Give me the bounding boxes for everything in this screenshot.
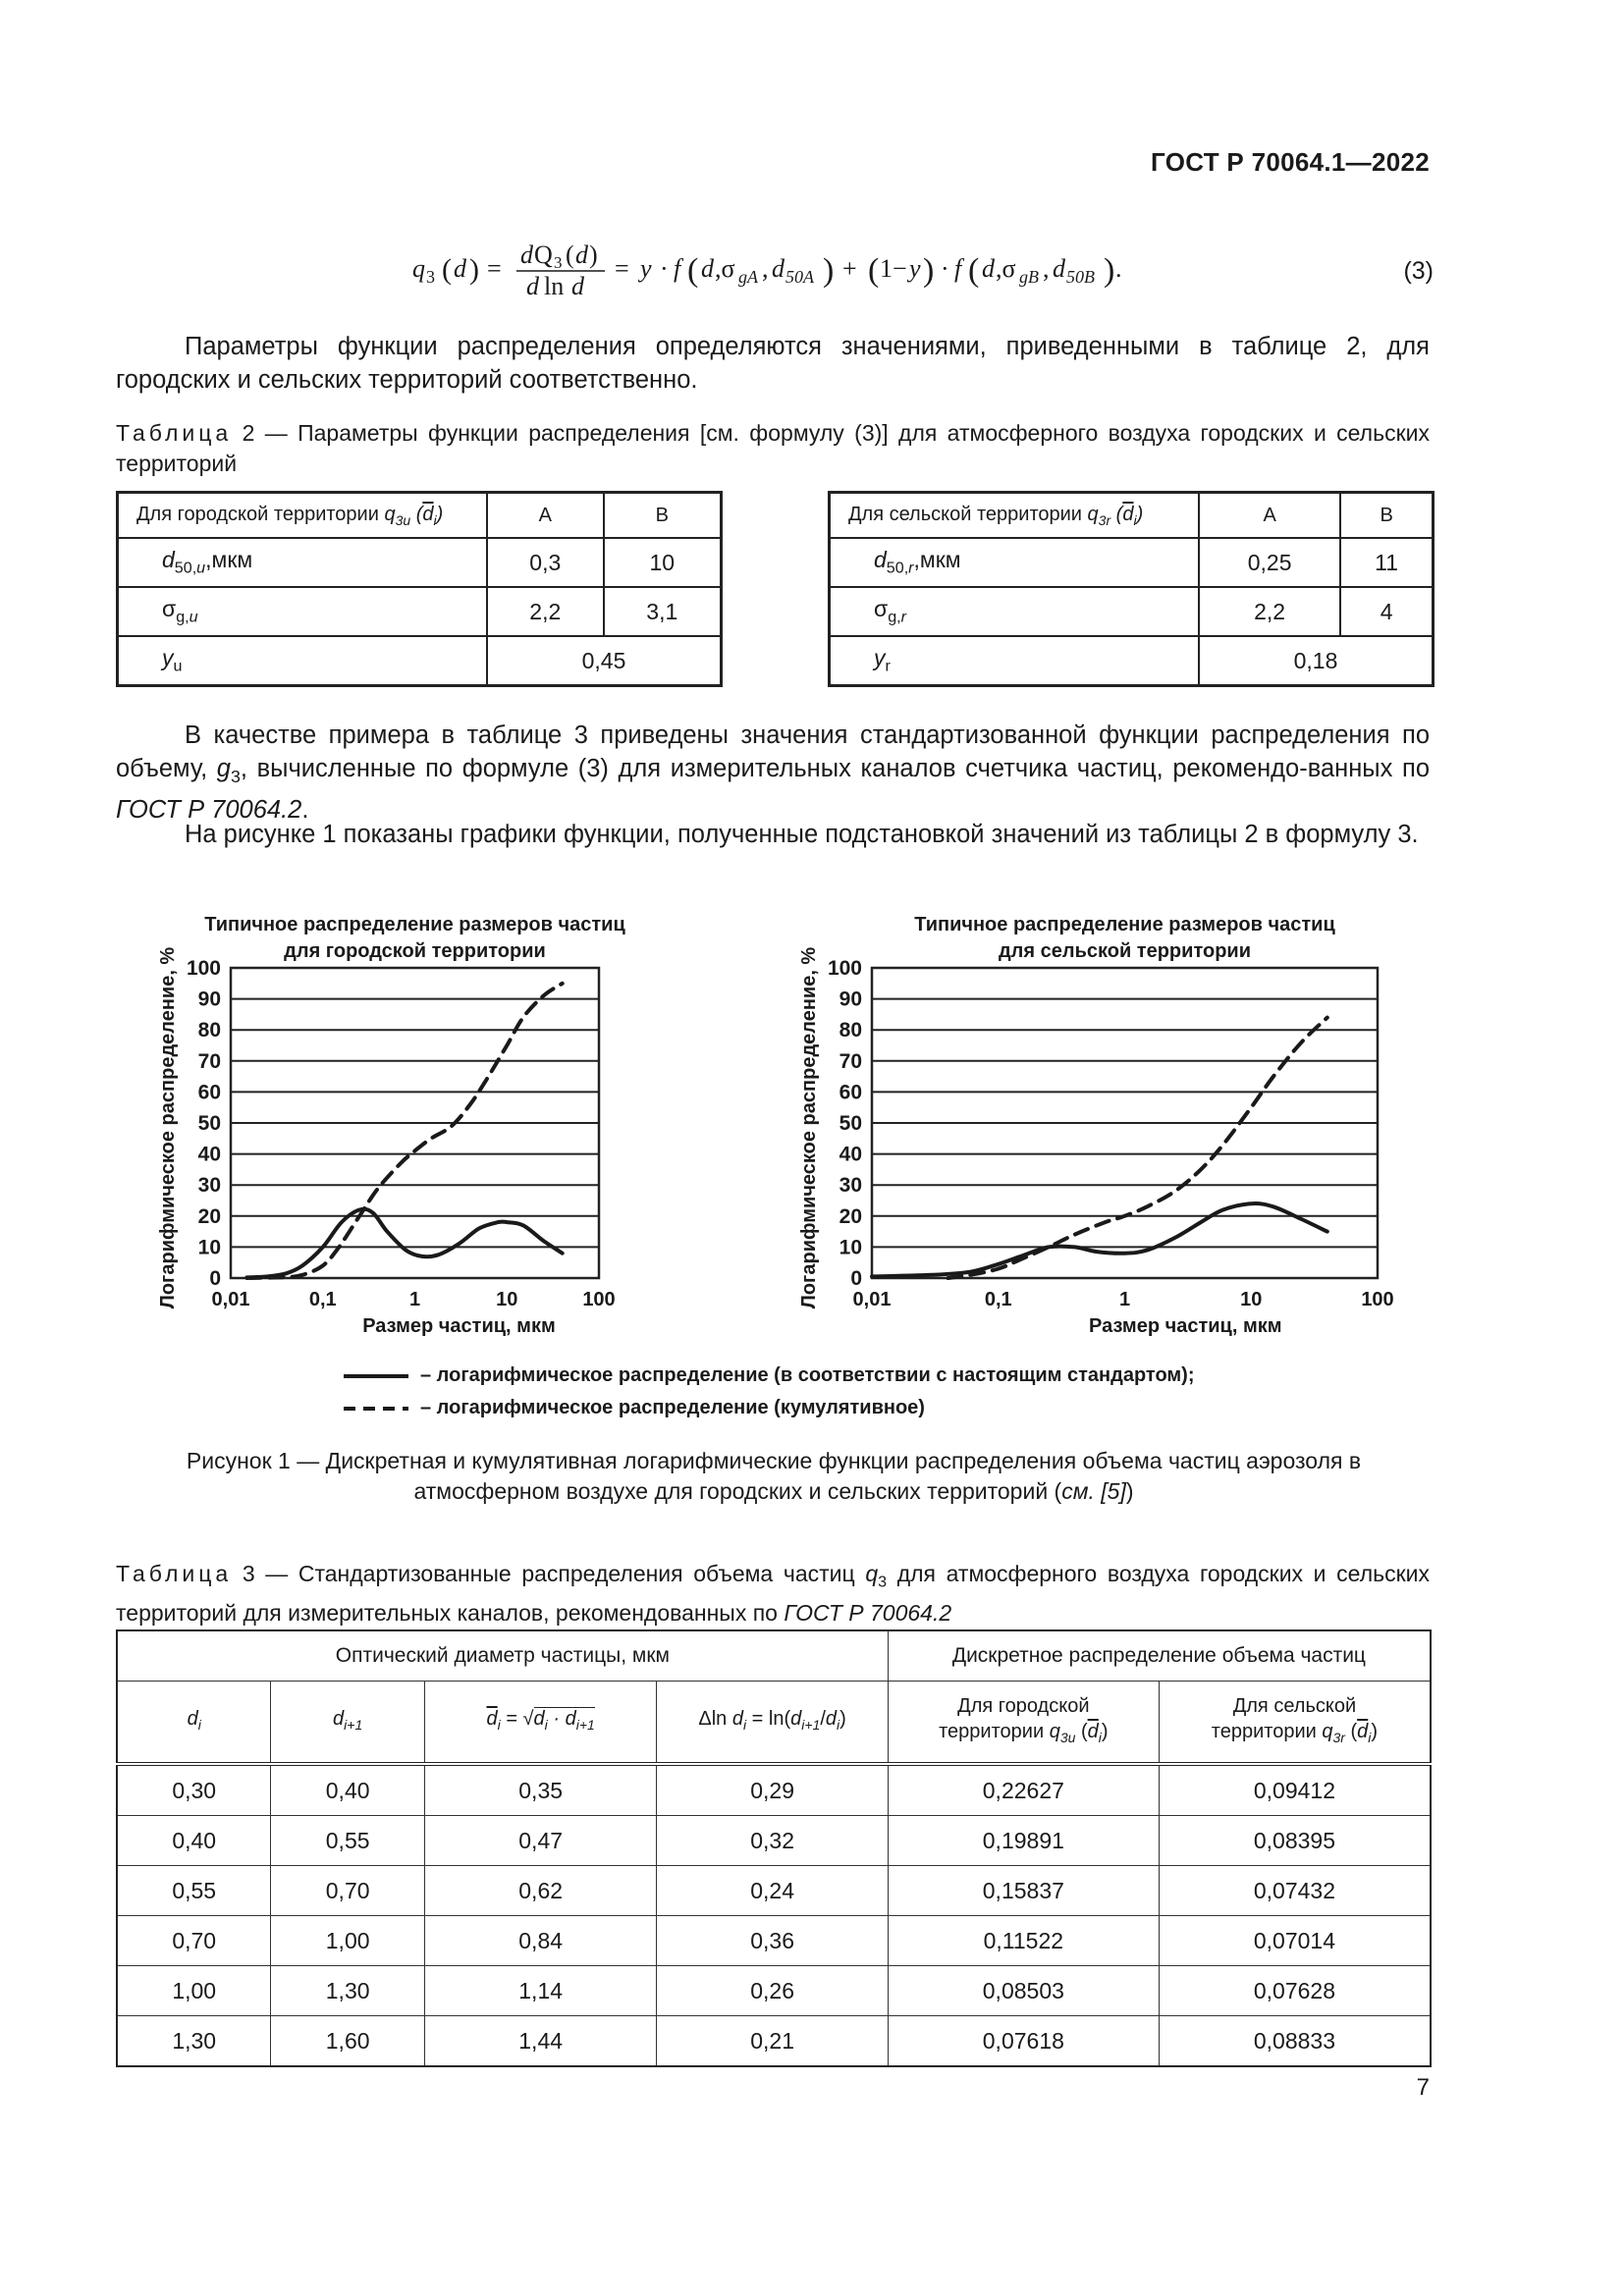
- table3-cell: 0,07432: [1159, 1866, 1431, 1916]
- urban-header-cell: [118, 493, 488, 539]
- svg-text:.: .: [1115, 254, 1122, 283]
- svg-text:gB: gB: [1019, 267, 1039, 287]
- svg-text:d: d: [571, 272, 584, 300]
- svg-text:Q: Q: [534, 240, 553, 269]
- svg-text:(: (: [566, 240, 574, 269]
- table3-cell: 0,08833: [1159, 2016, 1431, 2067]
- chart-rural: [776, 903, 1404, 1345]
- table3-col-rural-l2: территории: [1211, 1721, 1317, 1742]
- svg-text:gA: gA: [738, 267, 758, 287]
- y-tick-label: 100: [827, 957, 862, 980]
- table3-cell: 1,44: [424, 2016, 657, 2067]
- y-tick-label: 20: [197, 1204, 221, 1228]
- y-tick-label: 10: [197, 1236, 221, 1259]
- x-axis-label: Размер частиц, мкм: [362, 1315, 556, 1337]
- table3-cell: 0,32: [657, 1816, 888, 1866]
- svg-text:1−: 1−: [880, 254, 907, 283]
- table-row: [117, 1866, 1431, 1916]
- table3-col-dmean: $\overline{d}_i = √d_i \cdot d_{i+1}$: [424, 1682, 657, 1765]
- svg-text:d: d: [772, 254, 785, 283]
- svg-text:+: +: [842, 254, 857, 283]
- svg-text:·: ·: [941, 254, 949, 283]
- table3-col-rural: Для сельской территории $q_{3r}$ $(\overline{d}_i)$: [1159, 1682, 1431, 1765]
- table3-cell: 0,40: [117, 1816, 271, 1866]
- urban-y-value: 0,45: [487, 636, 722, 686]
- y-tick-label: 0: [209, 1267, 221, 1290]
- svg-text:f: f: [674, 254, 681, 283]
- table3-caption-ref: ГОСТ Р 70064.2: [784, 1599, 952, 1626]
- svg-text:y: y: [909, 254, 921, 283]
- table2-caption: [116, 418, 1430, 479]
- x-tick-label: 1: [408, 1289, 421, 1310]
- chart-title-line: для сельской территории: [998, 940, 1252, 962]
- table3-col-di1: $d_{i+1}$: [271, 1682, 424, 1765]
- y-tick-label: 30: [197, 1174, 221, 1198]
- svg-text:(: (: [968, 252, 980, 289]
- rural-d50-label: $d_{50,r},мкм$: [830, 538, 1200, 587]
- legend-dashed-line-icon: [342, 1403, 410, 1415]
- figure-legend: [342, 1364, 1324, 1429]
- svg-text:d: d: [526, 272, 539, 300]
- svg-text:d: d: [575, 240, 588, 269]
- svg-text:d: d: [982, 254, 995, 283]
- y-tick-label: 80: [839, 1019, 862, 1042]
- urban-col-b: В: [604, 493, 722, 539]
- chart-urban: [137, 903, 746, 1345]
- figure-caption: [116, 1446, 1432, 1507]
- chart-title-line: для городской территории: [284, 940, 546, 962]
- table3-cell: 0,07014: [1159, 1916, 1431, 1966]
- svg-text:): ): [923, 252, 935, 289]
- y-axis-label: Логарифмическое распределение, %: [157, 946, 179, 1309]
- legend-dashed: [342, 1397, 1324, 1429]
- table3: [116, 1629, 1432, 2067]
- legend-solid: [342, 1364, 1324, 1397]
- svg-text:(: (: [687, 252, 699, 289]
- paragraph-parameters-text: Параметры функции распределения определяются значениями, приведенными в таблице 2, для городских и сельских территорий соответственно.: [116, 333, 1430, 394]
- urban-d50-a: 0,3: [487, 538, 604, 587]
- y-tick-label: 50: [839, 1112, 862, 1135]
- table3-cell: 0,55: [117, 1866, 271, 1916]
- table3-cell: 0,70: [271, 1866, 424, 1916]
- table3-cell: 0,11522: [888, 1916, 1159, 1966]
- y-tick-label: 60: [197, 1081, 221, 1104]
- rural-d50-a: 0,25: [1199, 538, 1340, 587]
- svg-text:(: (: [442, 253, 452, 286]
- x-tick-label: 0,1: [984, 1289, 1012, 1310]
- rural-header-symbol: $q_{3r}$ $(\overline{d}_i)$: [1087, 503, 1144, 528]
- y-tick-label: 70: [197, 1049, 221, 1073]
- rural-y-value: 0,18: [1199, 636, 1434, 686]
- rural-col-b: В: [1340, 493, 1433, 539]
- rural-header-label: Для сельской территории: [848, 503, 1082, 525]
- y-tick-label: 90: [197, 988, 221, 1011]
- table3-cell: 0,36: [657, 1916, 888, 1966]
- paragraph-figure-intro-text: На рисунке 1 показаны графики функции, полученные подстановкой значений из таблицы 2 в формулу 3.: [185, 821, 1419, 848]
- svg-text:,: ,: [1043, 254, 1050, 283]
- table3-cell: 0,08395: [1159, 1816, 1431, 1866]
- urban-col-a: А: [487, 493, 604, 539]
- svg-text:): ): [589, 240, 598, 269]
- paragraph-parameters: [116, 330, 1430, 397]
- table3-col-urban: Для городской территории $q_{3u}$ $(\overline{d}_i)$: [888, 1682, 1159, 1765]
- urban-sigma-b: 3,1: [604, 587, 722, 636]
- svg-text:d: d: [1053, 254, 1065, 283]
- chart-title-line: Типичное распределение размеров частиц: [914, 914, 1335, 935]
- table3-cell: 0,26: [657, 1966, 888, 2016]
- urban-header-label: Для городской территории: [136, 503, 379, 525]
- table3-cell: 1,00: [271, 1916, 424, 1966]
- y-tick-label: 70: [839, 1049, 862, 1073]
- y-tick-label: 40: [839, 1143, 862, 1166]
- y-axis-label: Логарифмическое распределение, %: [798, 946, 820, 1309]
- table-row: [117, 1764, 1431, 1816]
- chart-title-line: Типичное распределение размеров частиц: [204, 914, 625, 935]
- figure-caption-end: ): [1125, 1478, 1134, 1504]
- x-tick-label: 0,01: [211, 1289, 250, 1310]
- svg-text:f: f: [954, 254, 962, 283]
- table3-cell: 0,29: [657, 1764, 888, 1816]
- figure-caption-text: Рисунок 1 — Дискретная и кумулятивная логарифмические функции распределения объема частиц аэрозоля в атмосферном воздухе для городских и сельских территорий (: [186, 1448, 1362, 1504]
- table3-cell: 0,35: [424, 1764, 657, 1816]
- table3-col-di: $d_i$: [117, 1682, 271, 1765]
- svg-text:(: (: [868, 252, 880, 289]
- table3-cell: 0,30: [117, 1764, 271, 1816]
- table-row: [117, 1816, 1431, 1866]
- svg-text:3: 3: [554, 253, 563, 272]
- series-line-discrete: [247, 1209, 563, 1278]
- urban-sigma-label: $\sigma_{g,u}$: [118, 587, 488, 636]
- table3-cell: 0,22627: [888, 1764, 1159, 1816]
- urban-d50-label: $d_{50,u},мкм$: [118, 538, 488, 587]
- y-tick-label: 100: [186, 957, 221, 980]
- svg-text:·: ·: [660, 254, 669, 283]
- x-tick-label: 10: [496, 1289, 518, 1310]
- table3-cell: 0,09412: [1159, 1764, 1431, 1816]
- svg-text:): ): [469, 253, 479, 286]
- table2-rural: [828, 491, 1435, 687]
- formula-3-expression: [412, 234, 1375, 302]
- table3-cell: 1,14: [424, 1966, 657, 2016]
- y-tick-label: 20: [839, 1204, 862, 1228]
- svg-text:50A: 50A: [785, 267, 814, 287]
- urban-sigma-a: 2,2: [487, 587, 604, 636]
- table2-caption-text: 2 — Параметры функции распределения [см. формулу (3)] для атмосферного воздуха городских и сельских территорий: [116, 420, 1430, 476]
- document-standard-header: ГОСТ Р 70064.1—2022: [1151, 147, 1430, 177]
- x-tick-label: 0,01: [852, 1289, 892, 1310]
- svg-text:y: y: [640, 254, 652, 283]
- table-row: [117, 2016, 1431, 2067]
- svg-text:d: d: [520, 240, 533, 269]
- svg-text:): ): [1104, 252, 1115, 289]
- table3-col-urban-l1: Для городской: [957, 1695, 1090, 1717]
- table3-col-rural-l1: Для сельской: [1232, 1695, 1357, 1717]
- svg-text:=: =: [487, 254, 502, 283]
- svg-text:,σ: ,σ: [715, 254, 735, 283]
- table3-cell: 1,30: [117, 2016, 271, 2067]
- table3-col-urban-l2: территории: [939, 1721, 1045, 1742]
- rural-sigma-a: 2,2: [1199, 587, 1340, 636]
- svg-text:=: =: [615, 254, 629, 283]
- table3-cell: 0,62: [424, 1866, 657, 1916]
- rural-sigma-b: 4: [1340, 587, 1433, 636]
- y-tick-label: 0: [850, 1267, 862, 1290]
- table3-cell: 0,07628: [1159, 1966, 1431, 2016]
- y-tick-label: 80: [197, 1019, 221, 1042]
- table-row: [117, 1916, 1431, 1966]
- table3-caption-text-1: 3 — Стандартизованные распределения объема частиц: [242, 1561, 866, 1586]
- table3-cell: 0,84: [424, 1916, 657, 1966]
- x-tick-label: 100: [1361, 1289, 1394, 1310]
- formula-3: [412, 234, 1434, 302]
- series-line-cumulative: [247, 984, 563, 1278]
- svg-text:d: d: [701, 254, 714, 283]
- table3-cell: 0,47: [424, 1816, 657, 1866]
- rural-y-label: $y_r$: [830, 636, 1200, 686]
- table3-group-right: Дискретное распределение объема частиц: [888, 1630, 1431, 1682]
- x-tick-label: 10: [1240, 1289, 1263, 1310]
- table3-cell: 0,19891: [888, 1816, 1159, 1866]
- table3-cell: 0,15837: [888, 1866, 1159, 1916]
- table3-cell: 0,08503: [888, 1966, 1159, 2016]
- legend-solid-text: – логарифмическое распределение (в соответствии с настоящим стандартом);: [420, 1364, 1195, 1386]
- y-tick-label: 40: [197, 1143, 221, 1166]
- paragraph-example-text-1: В качестве примера в таблице 3 приведены значения стандартизованной функции распределения по объему,: [116, 721, 1430, 782]
- y-tick-label: 90: [839, 988, 862, 1011]
- formula-number: (3): [1403, 257, 1434, 285]
- rural-header-cell: [830, 493, 1200, 539]
- table2-caption-label: Таблица: [116, 420, 233, 446]
- series-line-discrete: [872, 1203, 1327, 1276]
- y-tick-label: 50: [197, 1112, 221, 1135]
- rural-d50-unit: ,мкм: [913, 547, 961, 573]
- paragraph-example-symbol: g: [216, 755, 231, 782]
- x-tick-label: 0,1: [308, 1289, 337, 1310]
- legend-solid-line-icon: [342, 1370, 410, 1382]
- page-number: 7: [1416, 2074, 1430, 2101]
- svg-text:,σ: ,σ: [996, 254, 1016, 283]
- paragraph-figure-intro: [116, 818, 1430, 851]
- table3-col-dln: Δln $d_i = \ln(d_{i+1}/d_i)$: [657, 1682, 888, 1765]
- table3-caption-text-2: для атмосферного воздуха городских и сельских территорий для измерительных каналов, рекомендованных по: [116, 1561, 1431, 1626]
- svg-text:ln: ln: [544, 272, 565, 300]
- x-tick-label: 100: [582, 1289, 616, 1310]
- table3-cell: 1,00: [117, 1966, 271, 2016]
- table3-group-left: Оптический диаметр частицы, мкм: [117, 1630, 888, 1682]
- series-line-cumulative: [948, 1018, 1327, 1278]
- svg-text:d: d: [454, 254, 466, 283]
- table3-cell: 0,07618: [888, 2016, 1159, 2067]
- paragraph-example-ref: ГОСТ Р 70064.2: [116, 796, 302, 825]
- y-tick-label: 60: [839, 1081, 862, 1104]
- rural-col-a: А: [1199, 493, 1340, 539]
- table3-cell: 1,30: [271, 1966, 424, 2016]
- table3-cell: 1,60: [271, 2016, 424, 2067]
- table3-cell: 0,70: [117, 1916, 271, 1966]
- urban-y-label: $y_u$: [118, 636, 488, 686]
- paragraph-example-text-2: , вычисленные по формуле (3) для измерительных каналов счетчика частиц, рекомендо-ванных по: [240, 755, 1430, 782]
- table2-urban: [116, 491, 723, 687]
- x-axis-label: Размер частиц, мкм: [1089, 1315, 1282, 1337]
- table3-caption-label: Таблица: [116, 1561, 233, 1586]
- table3-cell: 0,24: [657, 1866, 888, 1916]
- svg-text:,: ,: [762, 254, 769, 283]
- table3-cell: 0,21: [657, 2016, 888, 2067]
- rural-sigma-label: $\sigma_{g,r}$: [830, 587, 1200, 636]
- svg-text:50B: 50B: [1066, 267, 1095, 287]
- urban-d50-unit: ,мкм: [205, 547, 253, 573]
- table-row: [117, 1966, 1431, 2016]
- table3-caption: Таблица 3 — Стандартизованные распределения объема частиц $q_3$ для атмосферного воздуха городских и сельских территорий для измерительных каналов, рекомендованных по ГОСТ Р 70064.2: [116, 1561, 1431, 1626]
- table3-cell: 0,55: [271, 1816, 424, 1866]
- legend-dashed-text: – логарифмическое распределение (кумулятивное): [420, 1397, 925, 1418]
- urban-header-symbol: $q_{3u}$ $(\overline{d}_i)$: [384, 503, 444, 528]
- figure-caption-ref: см. [5]: [1061, 1478, 1126, 1504]
- svg-text:q: q: [412, 254, 425, 283]
- urban-d50-b: 10: [604, 538, 722, 587]
- y-tick-label: 30: [839, 1174, 862, 1198]
- y-tick-label: 10: [839, 1236, 862, 1259]
- svg-text:): ): [823, 252, 835, 289]
- x-tick-label: 1: [1118, 1289, 1131, 1310]
- table3-cell: 0,40: [271, 1764, 424, 1816]
- svg-text:3: 3: [426, 267, 435, 287]
- rural-d50-b: 11: [1340, 538, 1433, 587]
- paragraph-example: В качестве примера в таблице 3 приведены значения стандартизованной функции распределения по объему, $g_3$, вычисленные по формуле (3) для измерительных каналов счетчика частиц, рекомендо-ванных по ГОСТ Р 70064.2.: [116, 721, 1430, 825]
